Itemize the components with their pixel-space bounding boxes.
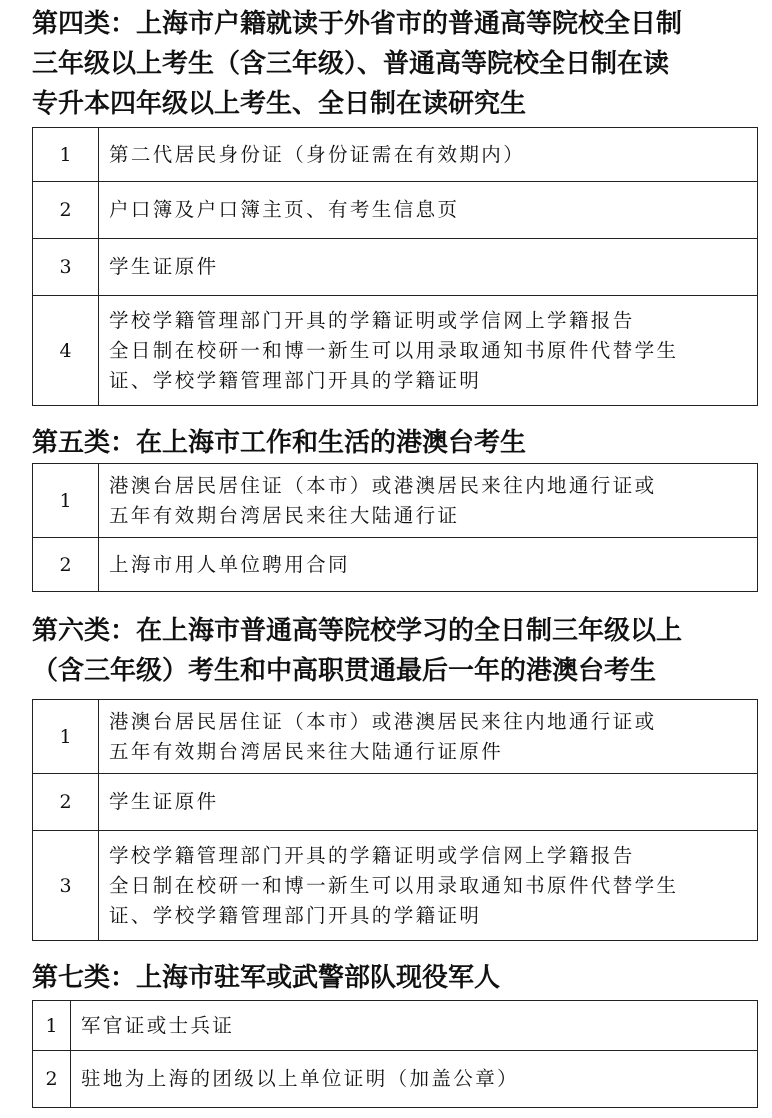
table-row <box>33 538 758 592</box>
row-text: 军官证或士兵证 <box>71 1001 758 1051</box>
section-7-table <box>32 1000 758 1108</box>
table-row <box>33 128 758 182</box>
row-text: 学校学籍管理部门开具的学籍证明或学信网上学籍报告 全日制在校研一和博一新生可以用录取通知书原件代替学生 证、学校学籍管理部门开具的学籍证明 <box>99 831 758 941</box>
table-row <box>33 700 758 774</box>
row-number: 2 <box>33 538 99 592</box>
section-6-table <box>32 699 758 941</box>
row-text: 驻地为上海的团级以上单位证明（加盖公章） <box>71 1051 758 1108</box>
row-number: 1 <box>33 464 99 538</box>
section-4-heading: 第四类：上海市户籍就读于外省市的普通高等院校全日制 三年级以上考生（含三年级）、普通高等院校全日制在读 专升本四年级以上考生、全日制在读研究生 <box>32 9 683 119</box>
table-row <box>33 182 758 239</box>
row-number: 1 <box>33 700 99 774</box>
row-text: 第二代居民身份证（身份证需在有效期内） <box>99 128 758 182</box>
row-text: 学校学籍管理部门开具的学籍证明或学信网上学籍报告 全日制在校研一和博一新生可以用录取通知书原件代替学生 证、学校学籍管理部门开具的学籍证明 <box>99 296 758 406</box>
section-5-table <box>32 463 758 592</box>
table-row <box>33 1051 758 1108</box>
row-text: 港澳台居民居住证（本市）或港澳居民来往内地通行证或 五年有效期台湾居民来往大陆通行证 <box>99 464 758 538</box>
row-number: 3 <box>33 239 99 296</box>
section-6-heading: 第六类：在上海市普通高等院校学习的全日制三年级以上 （含三年级）考生和中高职贯通最后一年的港澳台考生 <box>32 616 683 686</box>
row-text: 上海市用人单位聘用合同 <box>99 538 758 592</box>
row-number: 2 <box>33 774 99 831</box>
row-text: 学生证原件 <box>99 239 758 296</box>
table-row <box>33 464 758 538</box>
table-row <box>33 1001 758 1051</box>
row-number: 2 <box>33 182 99 239</box>
row-text: 学生证原件 <box>99 774 758 831</box>
row-text: 户口簿及户口簿主页、有考生信息页 <box>99 182 758 239</box>
table-row <box>33 774 758 831</box>
row-number: 2 <box>33 1051 71 1108</box>
row-number: 3 <box>33 831 99 941</box>
row-number: 1 <box>33 1001 71 1051</box>
row-text: 港澳台居民居住证（本市）或港澳居民来往内地通行证或 五年有效期台湾居民来往大陆通行证原件 <box>99 700 758 774</box>
row-number: 1 <box>33 128 99 182</box>
section-5-heading: 第五类：在上海市工作和生活的港澳台考生 <box>32 428 527 458</box>
table-row <box>33 239 758 296</box>
section-7-heading: 第七类：上海市驻军或武警部队现役军人 <box>32 963 501 993</box>
table-row <box>33 831 758 941</box>
row-number: 4 <box>33 296 99 406</box>
section-4-table <box>32 127 758 406</box>
table-row <box>33 296 758 406</box>
